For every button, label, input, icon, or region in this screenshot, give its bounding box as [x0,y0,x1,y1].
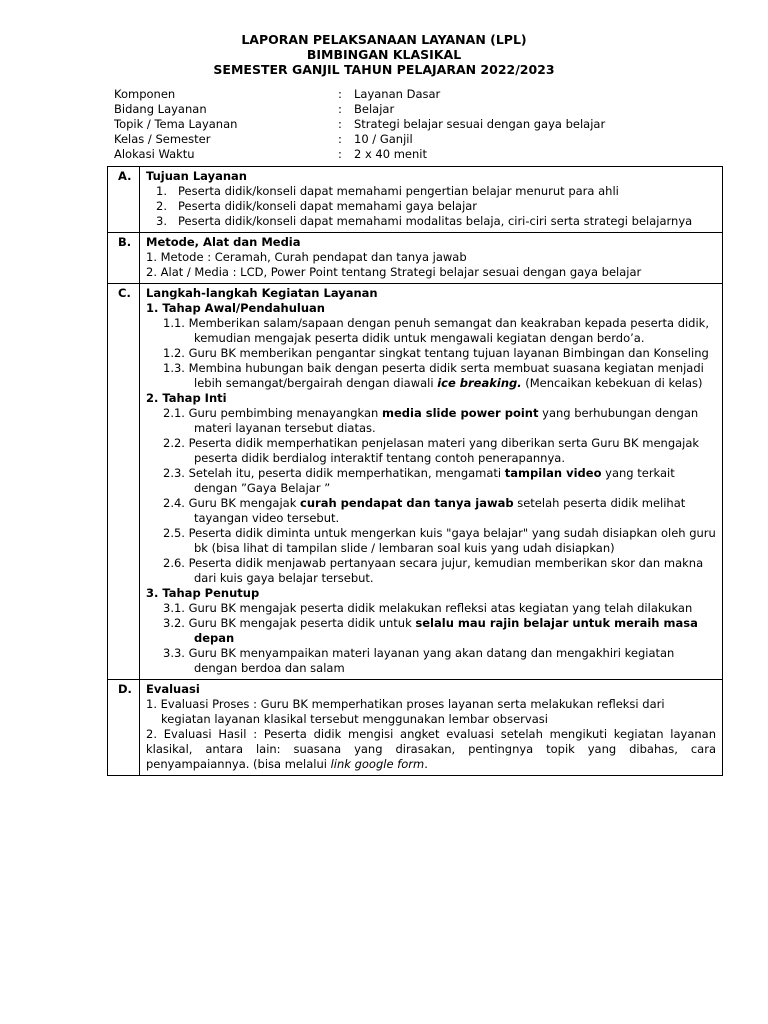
step-item [146,496,716,526]
step-emphasis: tampilan video [504,466,602,480]
section-b-row [108,233,723,284]
item-text: Peserta didik/konseli dapat memahami gaya belajar [178,199,478,213]
step-item [146,466,716,496]
section-letter: D. [108,680,140,776]
report-subtitle: BIMBINGAN KLASIKAL [306,47,462,62]
section-a-body [140,167,723,233]
info-colon: : [338,87,342,101]
info-row-alokasi [114,147,734,162]
step-text: yang terkait dengan ”Gaya Belajar ” [194,466,675,495]
section-d-body [140,680,723,776]
info-colon: : [338,117,342,131]
step-emphasis: selalu mau rajin belajar untuk meraih masa depan [194,616,698,645]
section-title: Tujuan Layanan [146,169,247,183]
evaluation-item: 1. Evaluasi Proses : Guru BK memperhatikan proses layanan serta melakukan refleksi dari kegiatan layanan klasikal tersebut menggunakan lembar observasi [146,697,665,726]
stage-title: 2. Tahap Inti [146,391,227,405]
info-block [114,87,734,162]
stage-title: 3. Tahap Penutup [146,586,260,600]
evaluation-item [146,727,716,772]
step-item: 2.6. Peserta didik menjawab pertanyaan secara jujur, kemudian memberikan skor dan makna dari kuis gaya belajar tersebut. [163,556,704,585]
step-text: yang berhubungan dengan materi layanan tersebut diatas. [194,406,699,435]
info-label: Kelas / Semester [114,132,211,146]
step-item [146,406,716,436]
info-label: Alokasi Waktu [114,147,195,161]
evaluation-text: 2. Evaluasi Hasil : Peserta didik mengisi angket evaluasi setelah mengikuti kegiatan layanan klasikal, antara lain: suasana yang dirasakan, pentingnya topik yang dibahas, cara penyampaiannya. (bisa melalui [146,727,716,771]
step-text: 2.4. Guru BK mengajak [163,496,301,510]
section-letter: B. [108,233,140,284]
info-colon: : [338,132,342,146]
info-value: Layanan Dasar [354,87,441,101]
item-number: 2. [156,199,167,213]
section-title: Langkah-langkah Kegiatan Layanan [146,286,378,300]
section-c-row [108,284,723,680]
report-semester: SEMESTER GANJIL TAHUN PELAJARAN 2022/2023 [213,62,555,77]
section-d-row [108,680,723,776]
list-item: 1. Metode : Ceramah, Curah pendapat dan tanya jawab [146,250,467,264]
item-text: Peserta didik/konseli dapat memahami modalitas belaja, ciri-ciri serta strategi belajarnya [178,214,693,228]
section-letter: C. [108,284,140,680]
report-table [107,166,723,776]
info-value: Strategi belajar sesuai dengan gaya belajar [354,117,606,131]
step-text: 2.1. Guru pembimbing menayangkan [163,406,382,420]
item-number: 3. [156,214,167,228]
step-emphasis: curah pendapat dan tanya jawab [300,496,514,510]
info-row-komponen [114,87,734,102]
info-label: Bidang Layanan [114,102,207,116]
info-row-topik [114,117,734,132]
evaluation-link-text: link google form [330,757,425,771]
info-row-kelas [114,132,734,147]
step-text: setelah peserta didik melihat tayangan video tersebut. [194,496,686,525]
info-value: Belajar [354,102,395,116]
report-title: LAPORAN PELAKSANAAN LAYANAN (LPL) [241,32,527,47]
stage-title: 1. Tahap Awal/Pendahuluan [146,301,325,315]
info-value: 2 x 40 menit [354,147,427,161]
list-item [146,199,716,214]
step-item: 1.1. Memberikan salam/sapaan dengan penuh semangat dan keakraban kepada peserta didik, kemudian mengajak peserta didik untuk mengawali kegiatan dengan berdo’a. [163,316,709,345]
item-text: Peserta didik/konseli dapat memahami pengertian belajar menurut para ahli [178,184,619,198]
info-colon: : [338,102,342,116]
info-value: 10 / Ganjil [354,132,413,146]
section-b-body [140,233,723,284]
step-item: 3.3. Guru BK menyampaikan materi layanan yang akan datang dan mengakhiri kegiatan dengan berdoa dan salam [163,646,675,675]
step-item: 3.1. Guru BK mengajak peserta didik melakukan refleksi atas kegiatan yang telah dilakukan [163,601,693,615]
step-item: 2.5. Peserta didik diminta untuk mengerkan kuis "gaya belajar" yang sudah disiapkan oleh guru bk (bisa lihat di tampilan slide / lembaran soal kuis yang udah disiapkan) [163,526,716,555]
step-item [146,361,716,391]
section-title: Metode, Alat dan Media [146,235,301,249]
info-row-bidang [114,102,734,117]
list-item [146,184,716,199]
step-text: 2.3. Setelah itu, peserta didik memperhatikan, mengamati [163,466,505,480]
info-label: Komponen [114,87,176,101]
list-item [146,214,716,229]
step-text: 1.3. Membina hubungan baik dengan peserta didik serta membuat suasana kegiatan menjadi lebih semangat/bergairah dengan diawali [163,361,704,390]
evaluation-text: . [424,757,428,771]
item-number: 1. [156,184,167,198]
step-item [146,616,716,646]
section-c-body [140,284,723,680]
list-item: 2. Alat / Media : LCD, Power Point tentang Strategi belajar sesuai dengan gaya belajar [146,265,642,279]
info-label: Topik / Tema Layanan [114,117,238,131]
step-item: 1.2. Guru BK memberikan pengantar singkat tentang tujuan layanan Bimbingan dan Konseling [163,346,709,360]
step-text: 3.2. Guru BK mengajak peserta didik untuk [163,616,416,630]
step-text: (Mencaikan kebekuan di kelas) [521,376,703,390]
step-item: 2.2. Peserta didik memperhatikan penjelasan materi yang diberikan serta Guru BK mengajak peserta didik berdialog interaktif tentang contoh penerapannya. [163,436,700,465]
section-letter: A. [108,167,140,233]
section-a-row [108,167,723,233]
step-emphasis: media slide power point [382,406,539,420]
info-colon: : [338,147,342,161]
section-title: Evaluasi [146,682,200,696]
step-emphasis: ice breaking. [437,376,522,390]
